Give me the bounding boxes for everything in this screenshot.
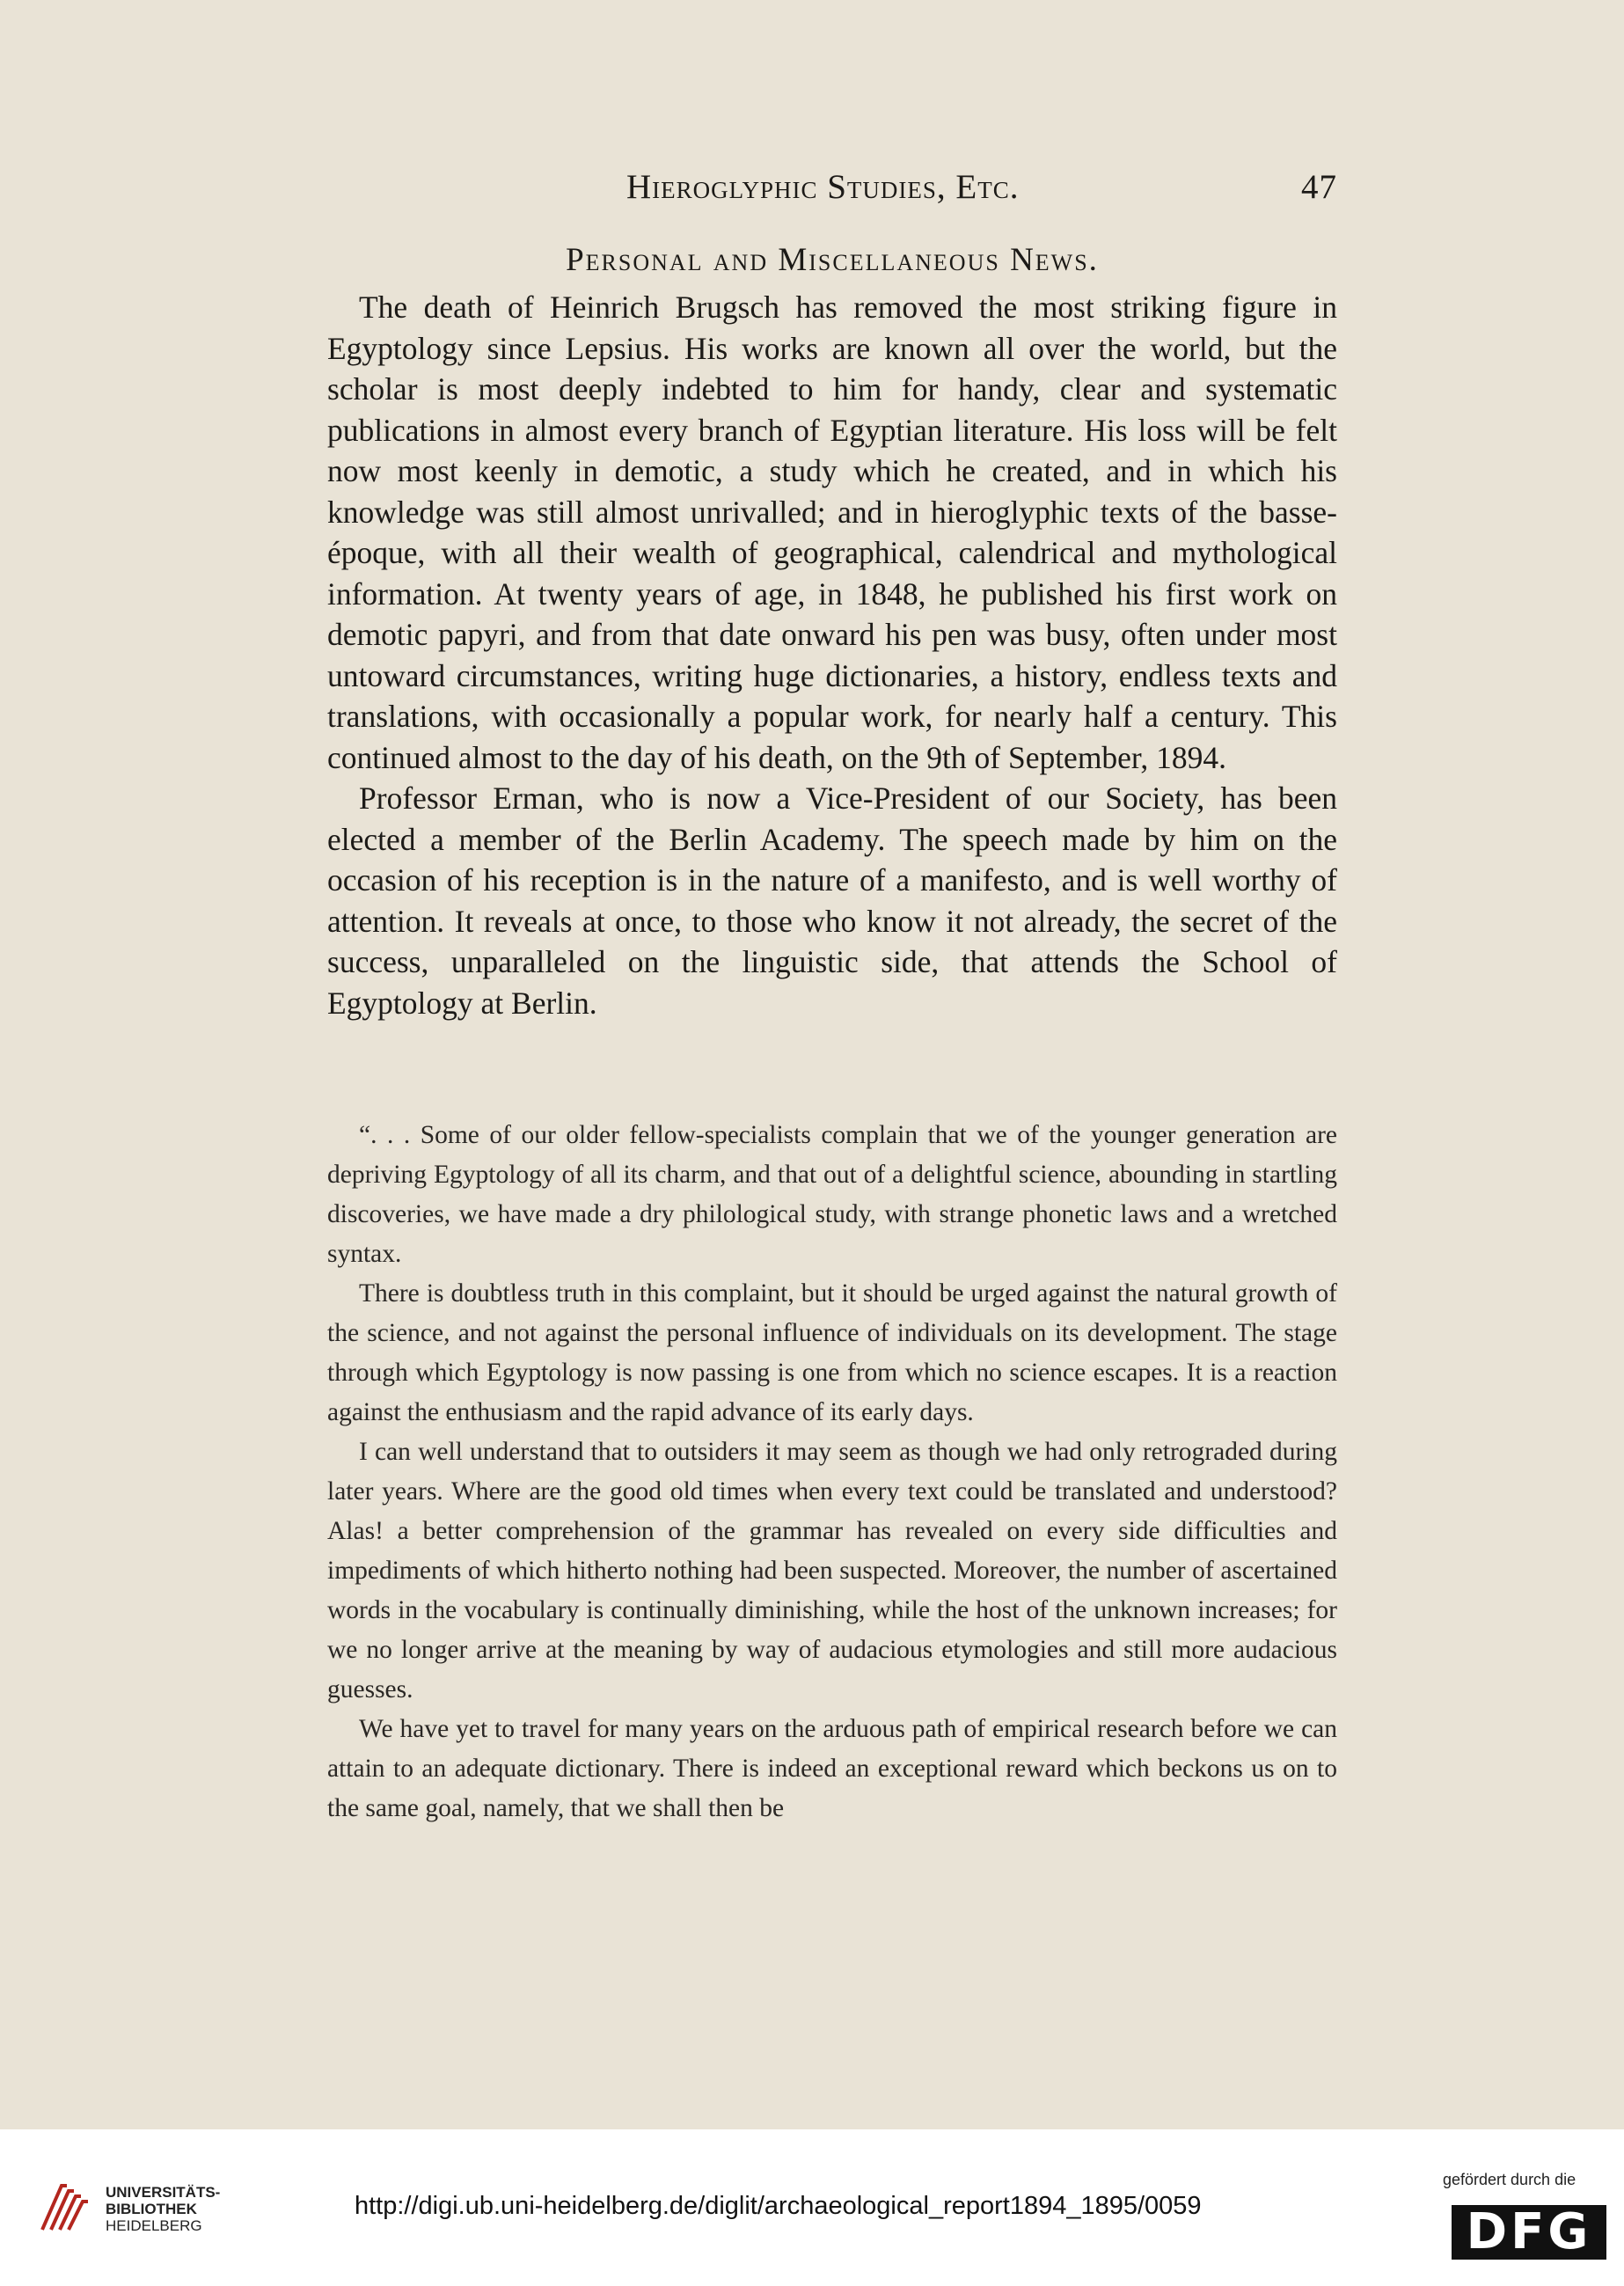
quote-paragraph: I can well understand that to outsiders it may seem as though we had only retrograded during later years. Where are the good old times when every text could be translated and understood? Alas! a better comprehension of the grammar has revealed on every side difficulties and impediments of which hitherto nothing had been suspected. Moreover, the number of ascertained words in the vocabulary is continually diminishing, while the host of the unknown increases; for we no longer arrive at the meaning by way of audacious etymologies and still more audacious guesses. [327, 1438, 1337, 1704]
block-quote [327, 1116, 1337, 1828]
library-name-line: UNIVERSITÄTS- [106, 2184, 221, 2201]
running-head [327, 167, 1337, 211]
footer-bar [0, 2129, 1624, 2286]
library-logo-icon [35, 2179, 93, 2237]
paragraph: The death of Heinrich Brugsch has removed the most striking figure in Egyptology since Lepsius. His works are known all over the world, but the scholar is most deeply indebted to him for handy, clear and systematic publications in almost every branch of Egyptian literature. His loss will be felt now most keenly in demotic, a study which he created, and in which his knowledge was still almost unrivalled; and in hieroglyphic texts of the basse-époque, with all their wealth of geographical, calendrical and mythological information. At twenty years of age, in 1848, he published his first work on demotic papyri, and from that date onward his pen was busy, often under most untoward circumstances, writing huge dictionaries, a history, endless texts and translations, with occasionally a popular work, for nearly half a century. This continued almost to the day of his death, on the 9th of September, 1894. [327, 289, 1337, 775]
quote-paragraph: “. . . Some of our older fellow-specialists complain that we of the younger generation are depriving Egyptology of all its charm, and that out of a delightful science, abounding in startling discoveries, we have made a dry philological study, with strange phonetic laws and a wretched syntax. [327, 1121, 1337, 1268]
paragraph: Professor Erman, who is now a Vice-President of our Society, has been elected a member of the Berlin Academy. The speech made by him on the occasion of his reception is in the nature of a manifesto, and is well worthy of attention. It reveals at once, to those who know it not already, the secret of the success, unparalleled on the linguistic side, that attends the School of Egyptology at Berlin. [327, 780, 1337, 1021]
quote-paragraph: We have yet to travel for many years on the arduous path of empirical research before we can attain to an adequate dictionary. There is indeed an exceptional reward which beckons us on to the same goal, namely, that we shall then be [327, 1715, 1337, 1822]
library-name-line: HEIDELBERG [106, 2217, 202, 2234]
section-title: Personal and Miscellaneous News. [566, 242, 1099, 278]
library-name-line: BIBLIOTHEK [106, 2201, 197, 2217]
sponsor-label: gefördert durch die [1443, 2171, 1576, 2188]
quote-paragraph: There is doubtless truth in this complaint, but it should be urged against the natural growth of the science, and not against the personal influence of individuals on its development. The stage through which Egyptology is now passing is one from which no science escapes. It is a reaction against the enthusiasm and the rapid advance of its early days. [327, 1279, 1337, 1426]
permalink-url[interactable]: http://digi.ub.uni-heidelberg.de/diglit/archaeological_report1894_1895/0059 [355, 2192, 1202, 2220]
library-name [106, 2184, 220, 2234]
running-title: Hieroglyphic Studies, Etc. [626, 168, 1020, 206]
page-number: 47 [1301, 168, 1337, 206]
body-text [327, 287, 1337, 1023]
dfg-logo: DFG [1452, 2205, 1606, 2260]
